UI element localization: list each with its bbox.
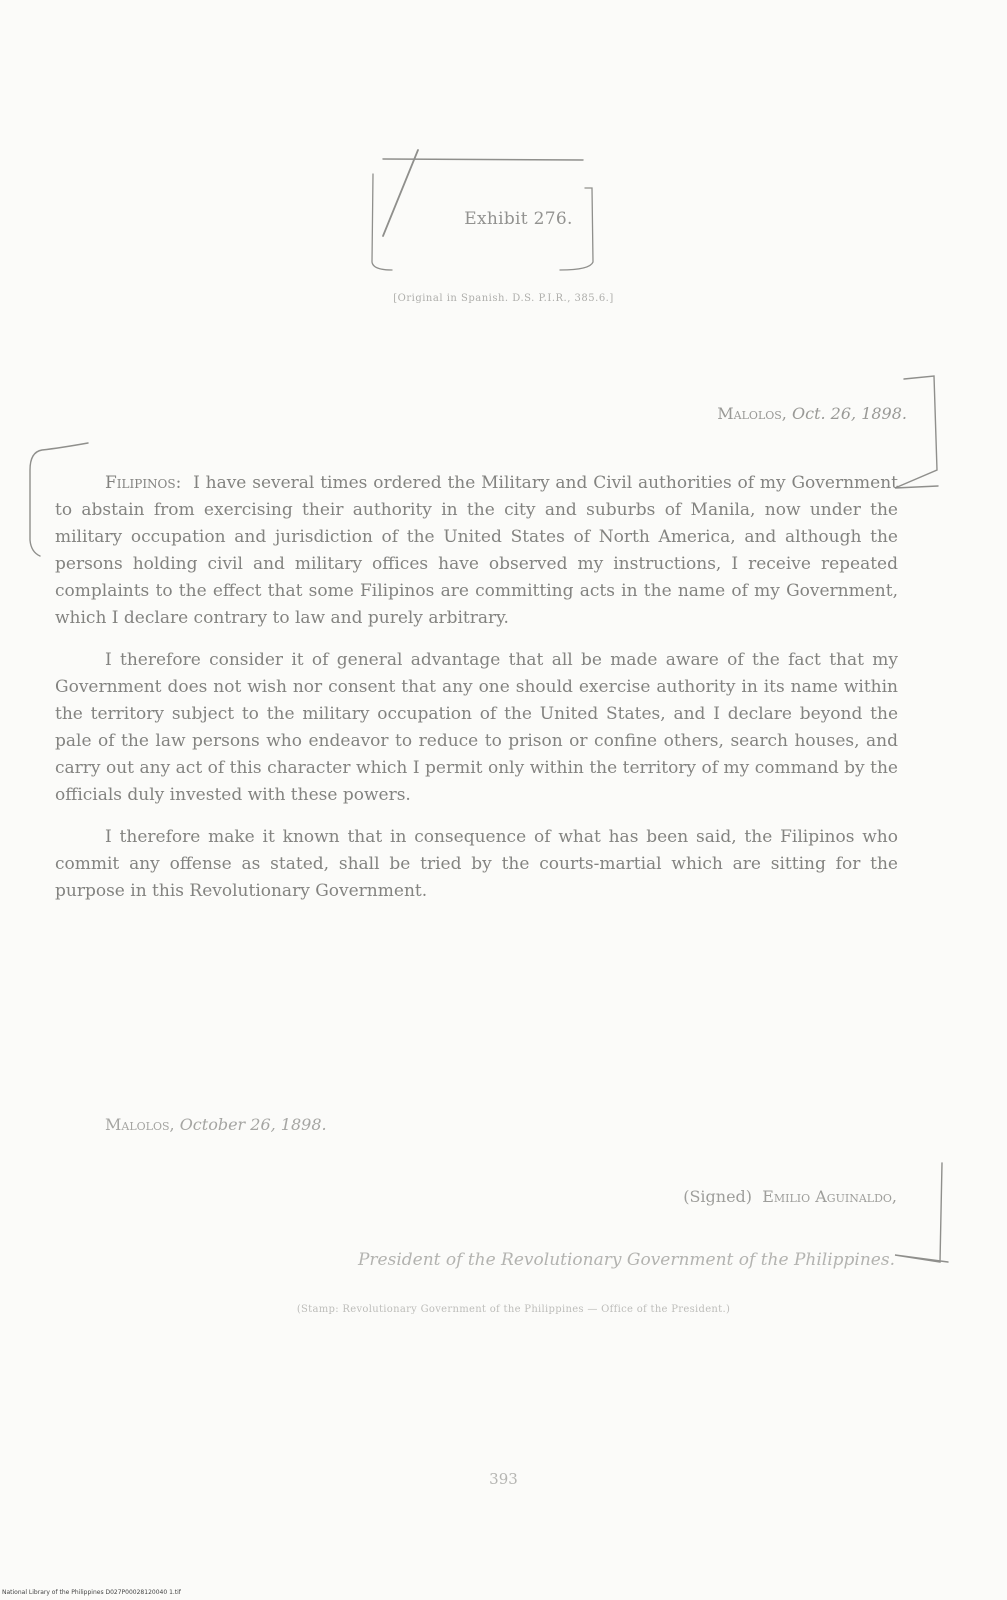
exhibit-label: Exhibit 276. xyxy=(464,209,573,229)
signer-title: President of the Revolutionary Government of the Philippines. xyxy=(357,1250,895,1270)
document-body xyxy=(55,470,898,920)
closing-dateline xyxy=(105,1115,327,1134)
paragraph-1-text: I have several times ordered the Military and Civil authorities of my Government to abstain from exercising their authority in the city and suburbs of Manila, now under the military occupation and jurisdiction of the United States of North America, and although the persons holding civil and military offices have observed my instructions, I receive repeated complaints to the effect that some Filipinos are committing acts in the name of my Government, which I declare contrary to law and purely arbitrary. xyxy=(55,473,898,628)
dateline xyxy=(717,404,907,423)
paragraph-3: I therefore make it known that in consequence of what has been said, the Filipinos who commit any offense as stated, shall be tried by the courts-martial which are sitting for the purpose in this Revolutionary Government. xyxy=(55,827,898,901)
original-note: [Original in Spanish. D.S. P.I.R., 385.6.] xyxy=(393,293,614,304)
exhibit-right-bracket xyxy=(560,188,593,270)
scan-footer: National Library of the Philippines D027P00028120040 1.tif xyxy=(2,1589,181,1596)
paragraph-2: I therefore consider it of general advantage that all be made aware of the fact that my Government does not wish nor consent that any one should exercise authority in its name within the territory subject to the military occupation of the United States, and I declare beyond the pale of the law persons who endeavor to reduce to prison or confine others, search houses, and carry out any act of this character which I permit only within the territory of my command by the officials duly invested with these powers. xyxy=(55,650,898,805)
paragraph-1 xyxy=(55,470,898,632)
closing-place: Malolos, xyxy=(105,1115,175,1134)
dateline-place: Malolos, xyxy=(717,404,787,423)
dateline-date: Oct. 26, 1898. xyxy=(791,404,907,423)
exhibit-top-line xyxy=(383,159,583,160)
salutation: Filipinos: xyxy=(105,473,182,493)
signature xyxy=(683,1187,897,1206)
page-number: 393 xyxy=(489,1470,518,1488)
closing-date: October 26, 1898. xyxy=(179,1115,327,1134)
stamp-note: (Stamp: Revolutionary Government of the Philippines — Office of the President.) xyxy=(296,1304,731,1315)
dateline-bracket xyxy=(895,376,938,488)
signature-name: Emilio Aguinaldo, xyxy=(762,1187,897,1206)
signature-bracket xyxy=(895,1163,948,1262)
signature-prefix: (Signed) xyxy=(683,1187,753,1206)
